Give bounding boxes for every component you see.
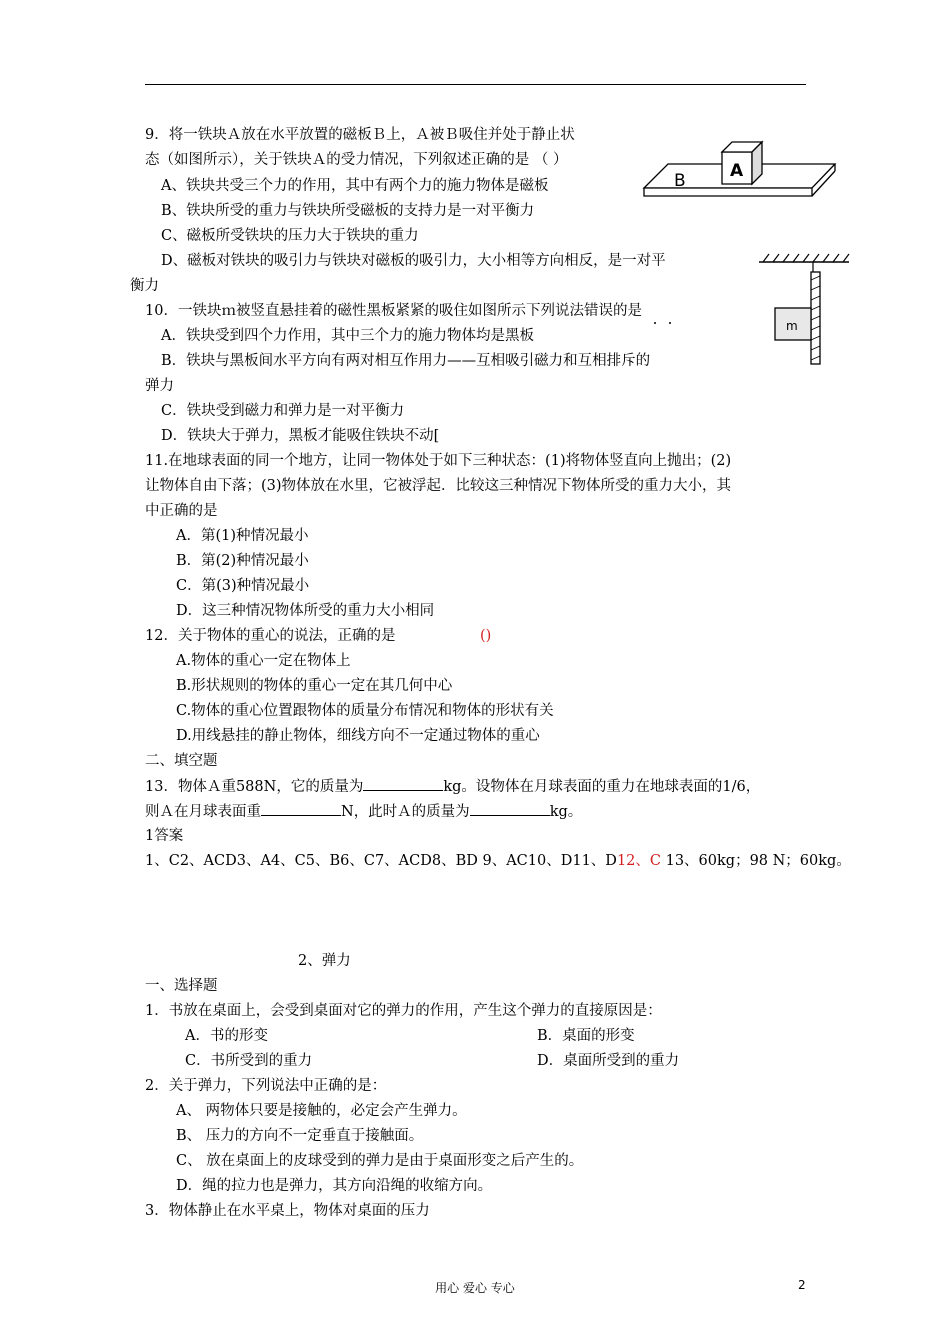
- q9-line1: 9．将一铁块Ａ放在水平放置的磁板Ｂ上，Ａ被Ｂ吸住并处于静止状: [145, 127, 575, 143]
- answer-blank[interactable]: [261, 801, 341, 816]
- q13-text: kg。设物体在月球表面的重力在地球表面的1/6，: [443, 779, 761, 795]
- q12-option-c: C.物体的重心位置跟物体的质量分布情况和物体的形状有关: [176, 703, 554, 719]
- e2-option-c: C、 放在桌面上的皮球受到的弹力是由于桌面形变之后产生的。: [176, 1153, 584, 1169]
- q12-option-d: D.用线悬挂的静止物体，细线方向不一定通过物体的重心: [176, 728, 540, 744]
- section-title: 2、弹力: [298, 953, 351, 969]
- e2-option-b: B、 压力的方向不一定垂直于接触面。: [176, 1128, 424, 1144]
- q11-line1: 11.在地球表面的同一个地方，让同一物体处于如下三种状态：(1)将物体竖直向上抛出；(2): [145, 453, 732, 469]
- blackboard-figure: [755, 250, 850, 368]
- q10-option-a: A．铁块受到四个力作用，其中三个力的施力物体均是黑板: [161, 328, 534, 344]
- q12-stem: 12．关于物体的重心的说法，正确的是: [145, 628, 396, 644]
- e2-option-d: D．绳的拉力也是弹力，其方向沿绳的收缩方向。: [176, 1178, 493, 1194]
- answer-blank[interactable]: [470, 801, 550, 816]
- q11-line3: 中正确的是: [145, 503, 218, 519]
- answers-text: 13、60kg；98 N；60kg。: [660, 853, 851, 869]
- section-choice-heading: 一、选择题: [145, 978, 218, 994]
- page-number: 2: [798, 1278, 806, 1292]
- q12-option-a: A.物体的重心一定在物体上: [176, 653, 351, 669]
- q9-option-c: C、磁板所受铁块的压力大于铁块的重力: [161, 228, 419, 244]
- e1-option-c: C．书所受到的重力: [185, 1053, 313, 1069]
- e2-option-a: A、 两物体只要是接触的，必定会产生弹力。: [176, 1103, 467, 1119]
- answers-text-red: 12、C: [616, 853, 661, 869]
- q11-option-b: B．第(2)种情况最小: [176, 553, 309, 569]
- q10-option-b: B．铁块与黑板间水平方向有两对相互作用力——互相吸引磁力和互相排斥的: [161, 353, 651, 369]
- q11-option-c: C．第(3)种情况最小: [176, 578, 310, 594]
- q13-line1: [145, 776, 760, 797]
- q9-option-d-cont: 衡力: [130, 278, 159, 294]
- q13-text: 则Ａ在月球表面重: [145, 804, 261, 820]
- emphasis-dot: [654, 322, 656, 324]
- e1-option-b: B．桌面的形变: [537, 1028, 635, 1044]
- answers-title: 1答案: [145, 828, 184, 844]
- page-footer: 用心 爱心 专心: [435, 1281, 515, 1295]
- q9-option-a: A、铁块共受三个力的作用，其中有两个力的施力物体是磁板: [161, 178, 549, 194]
- q13-line2: [145, 801, 582, 822]
- q12-answer-paren: (): [480, 628, 492, 644]
- q13-text: N，此时Ａ的质量为: [341, 804, 470, 820]
- e1-option-d: D．桌面所受到的重力: [537, 1053, 680, 1069]
- answer-blank[interactable]: [363, 776, 443, 791]
- block-a-label: A: [730, 161, 744, 181]
- answers-text: 1、C2、ACD3、A4、C5、B6、C7、ACD8、BD 9、AC10、D11、D: [145, 853, 617, 869]
- e3-stem: 3．物体静止在水平桌上，物体对桌面的压力: [145, 1203, 430, 1219]
- answers-line: [145, 851, 851, 871]
- e1-option-a: A．书的形变: [185, 1028, 268, 1044]
- magnet-board-figure: [640, 134, 842, 206]
- board-b-label: B: [674, 171, 686, 191]
- q11-option-d: D．这三种情况物体所受的重力大小相同: [176, 603, 435, 619]
- q10-option-d: D．铁块大于弹力，黑板才能吸住铁块不动[: [161, 428, 440, 444]
- block-m-label: m: [786, 319, 798, 333]
- q9-option-b: B、铁块所受的重力与铁块所受磁板的支持力是一对平衡力: [161, 203, 535, 219]
- q11-option-a: A．第(1)种情况最小: [176, 528, 309, 544]
- q9-option-d: D、磁板对铁块的吸引力与铁块对磁板的吸引力，大小相等方向相反，是一对平: [161, 253, 666, 269]
- q11-line2: 让物体自由下落；(3)物体放在水里，它被浮起．比较这三种情况下物体所受的重力大小，其: [145, 478, 732, 494]
- section-fill-blank-heading: 二、填空题: [145, 753, 218, 769]
- q10-stem: 10．一铁块ｍ被竖直悬挂着的磁性黑板紧紧的吸住如图所示下列说法错误的是: [145, 303, 642, 319]
- q12-option-b: B.形状规则的物体的重心一定在其几何中心: [176, 678, 453, 694]
- e2-stem: 2．关于弹力，下列说法中正确的是：: [145, 1078, 387, 1094]
- e1-stem: 1．书放在桌面上，会受到桌面对它的弹力的作用，产生这个弹力的直接原因是：: [145, 1003, 662, 1019]
- q9-line2: 态（如图所示），关于铁块Ａ的受力情况，下列叙述正确的是 （ ）: [145, 152, 568, 168]
- q13-text: 13．物体Ａ重588N，它的质量为: [145, 779, 364, 795]
- emphasis-dot: [669, 322, 671, 324]
- q10-option-c: C．铁块受到磁力和弹力是一对平衡力: [161, 403, 405, 419]
- q13-text: kg。: [549, 804, 583, 820]
- header-rule: [145, 84, 806, 85]
- q10-option-b-cont: 弹力: [145, 378, 174, 394]
